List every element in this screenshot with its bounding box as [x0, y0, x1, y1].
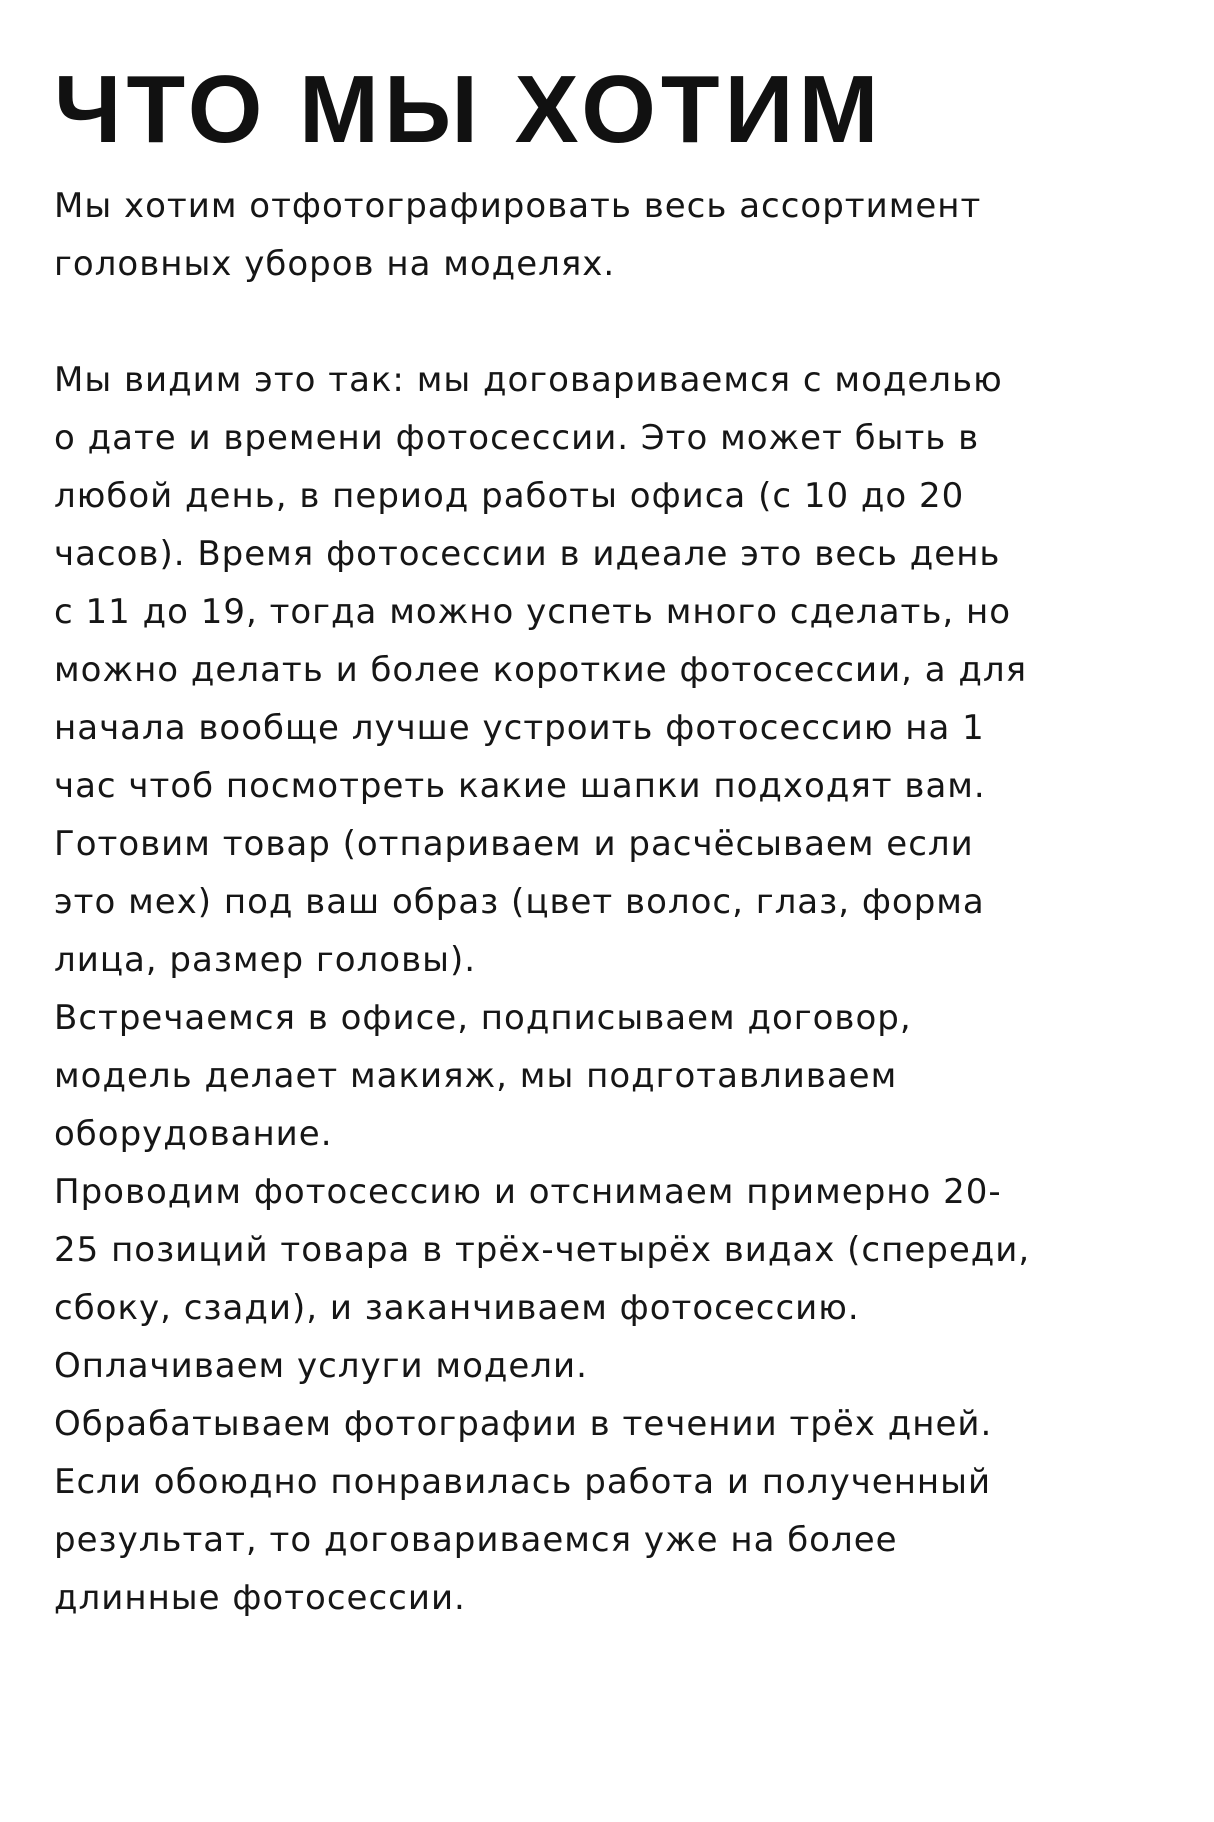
text-line: можно делать и более короткие фотосессии, а для — [54, 650, 1028, 690]
text-line: оборудование. — [54, 1114, 333, 1154]
paragraph-spacer — [54, 293, 1164, 351]
text-line: Мы хотим отфотографировать весь ассортимент — [54, 186, 982, 226]
text-line: лица, размер головы). — [54, 940, 477, 980]
text-line: начала вообще лучше устроить фотосессию на 1 — [54, 708, 985, 748]
page-title: ЧТО МЫ ХОТИМ — [54, 56, 884, 163]
text-line: с 11 до 19, тогда можно успеть много сделать, но — [54, 592, 1012, 632]
body-text — [54, 177, 1164, 1627]
text-line: Готовим товар (отпариваем и расчёсываем если — [54, 824, 974, 864]
text-line: это мех) под ваш образ (цвет волос, глаз, форма — [54, 882, 985, 922]
text-line: час чтоб посмотреть какие шапки подходят вам. — [54, 766, 986, 806]
text-line: модель делает макияж, мы подготавливаем — [54, 1056, 898, 1096]
text-line: Встречаемся в офисе, подписываем договор, — [54, 998, 912, 1038]
text-line: Оплачиваем услуги модели. — [54, 1346, 588, 1386]
text-line: результат, то договариваемся уже на более — [54, 1520, 898, 1560]
text-line: Мы видим это так: мы договариваемся с моделью — [54, 360, 1003, 400]
text-line: часов). Время фотосессии в идеале это весь день — [54, 534, 1001, 574]
text-line: головных уборов на моделях. — [54, 244, 616, 284]
text-line: сбоку, сзади), и заканчиваем фотосессию. — [54, 1288, 860, 1328]
text-line: длинные фотосессии. — [54, 1578, 466, 1618]
text-line: Если обоюдно понравилась работа и полученный — [54, 1462, 992, 1502]
text-line: Обрабатываем фотографии в течении трёх дней. — [54, 1404, 993, 1444]
text-line: любой день, в период работы офиса (с 10 до 20 — [54, 476, 965, 516]
text-line: 25 позиций товара в трёх-четырёх видах (спереди, — [54, 1230, 1031, 1270]
text-line: Проводим фотосессию и отснимаем примерно 20- — [54, 1172, 1002, 1212]
text-line: о дате и времени фотосессии. Это может быть в — [54, 418, 980, 458]
